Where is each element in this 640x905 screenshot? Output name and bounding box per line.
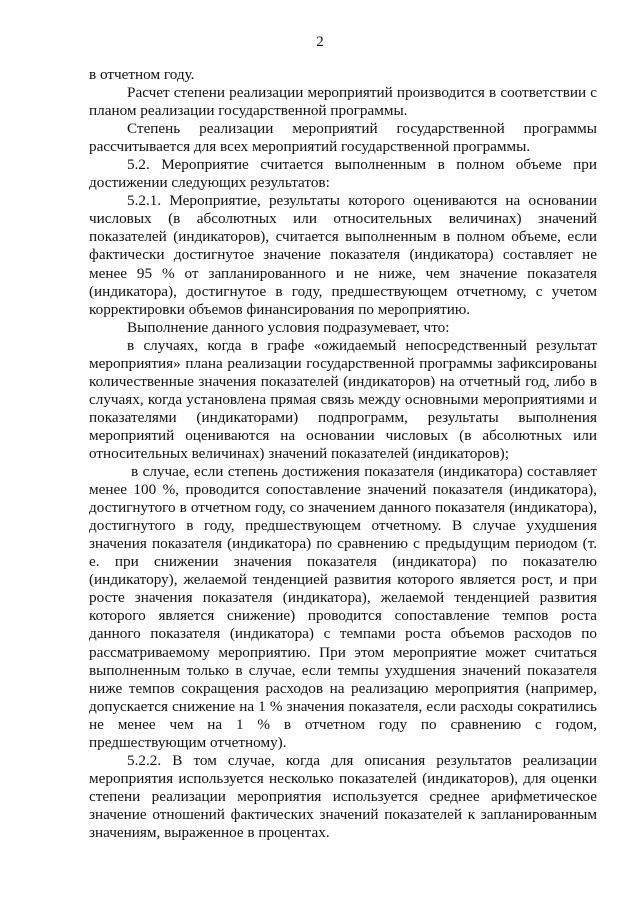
paragraph-calculation: Расчет степени реализации мероприятий производится в соответствии с планом реализации государственной программы. — [89, 84, 597, 120]
paragraph-5-2-1: 5.2.1. Мероприятие, результаты которого оцениваются на основании числовых (в абсолютных или относительных величинах) значений показателей (индикаторов), считается выполненным в полном объеме, если фактически достигнутое значение показателя (индикатора) составляет не менее 95 % от запланированного и не ниже, чем значение показателя (индикатора), достигнутое в году, предшествующем отчетному, с учетом корректировки объемов финансирования по мероприятию. — [89, 192, 597, 318]
document-body — [89, 66, 597, 842]
paragraph-5-2: 5.2. Мероприятие считается выполненным в полном объеме при достижении следующих результатов: — [89, 156, 597, 192]
paragraph-continuation: в отчетном году. — [89, 66, 195, 83]
page-number: 2 — [316, 34, 324, 50]
paragraph-degree: Степень реализации мероприятий государственной программы рассчитывается для всех мероприятий государственной программы. — [89, 120, 597, 156]
paragraph-condition: Выполнение данного условия подразумевает, что: — [127, 318, 450, 336]
paragraph-less-than-100: в случае, если степень достижения показателя (индикатора) составляет менее 100 %, проводится сопоставление значений показателя (индикатора), достигнутого в отчетном году, со значением данного показателя (индикатора), достигнутого в году, предшествующем отчетному. В случае ухудшения значения показателя (индикатора) по сравнению с предыдущим периодом (т. е. при снижении значения показателя (индикатора) по показателю (индикатору), желаемой тенденцией развития которого является рост, и при росте значения показателя (индикатора), желаемой тенденцией развития которого является снижение) проводится сопоставление темпов роста данного показателя (индикатора) с темпами роста объемов расходов по рассматриваемому мероприятию. При этом мероприятие может считаться выполненным только в случае, если темпы ухудшения значений показателя ниже темпов сокращения расходов на реализацию мероприятия (например, допускается снижение на 1 % значения показателя, если расходы сократились не менее чем на 1 % в отчетном году по сравнению с годом, предшествующим отчетному). — [89, 463, 597, 751]
paragraph-5-2-2: 5.2.2. В том случае, когда для описания результатов реализации мероприятия используется несколько показателей (индикаторов), для оценки степени реализации мероприятия используется среднее арифметическое значение отношений фактических значений показателей к запланированным значениям, выраженное в процентах. — [89, 751, 597, 841]
paragraph-cases: в случаях, когда в графе «ожидаемый непосредственный результат мероприятия» плана реализации государственной программы зафиксированы количественные значения показателей (индикаторов) на отчетный год, либо в случаях, когда установлена прямая связь между основными мероприятиями и показателями (индикаторами) подпрограмм, результаты выполнения мероприятий оцениваются на основании числовых (в абсолютных или относительных величинах) значений показателей (индикаторов); — [89, 336, 597, 462]
